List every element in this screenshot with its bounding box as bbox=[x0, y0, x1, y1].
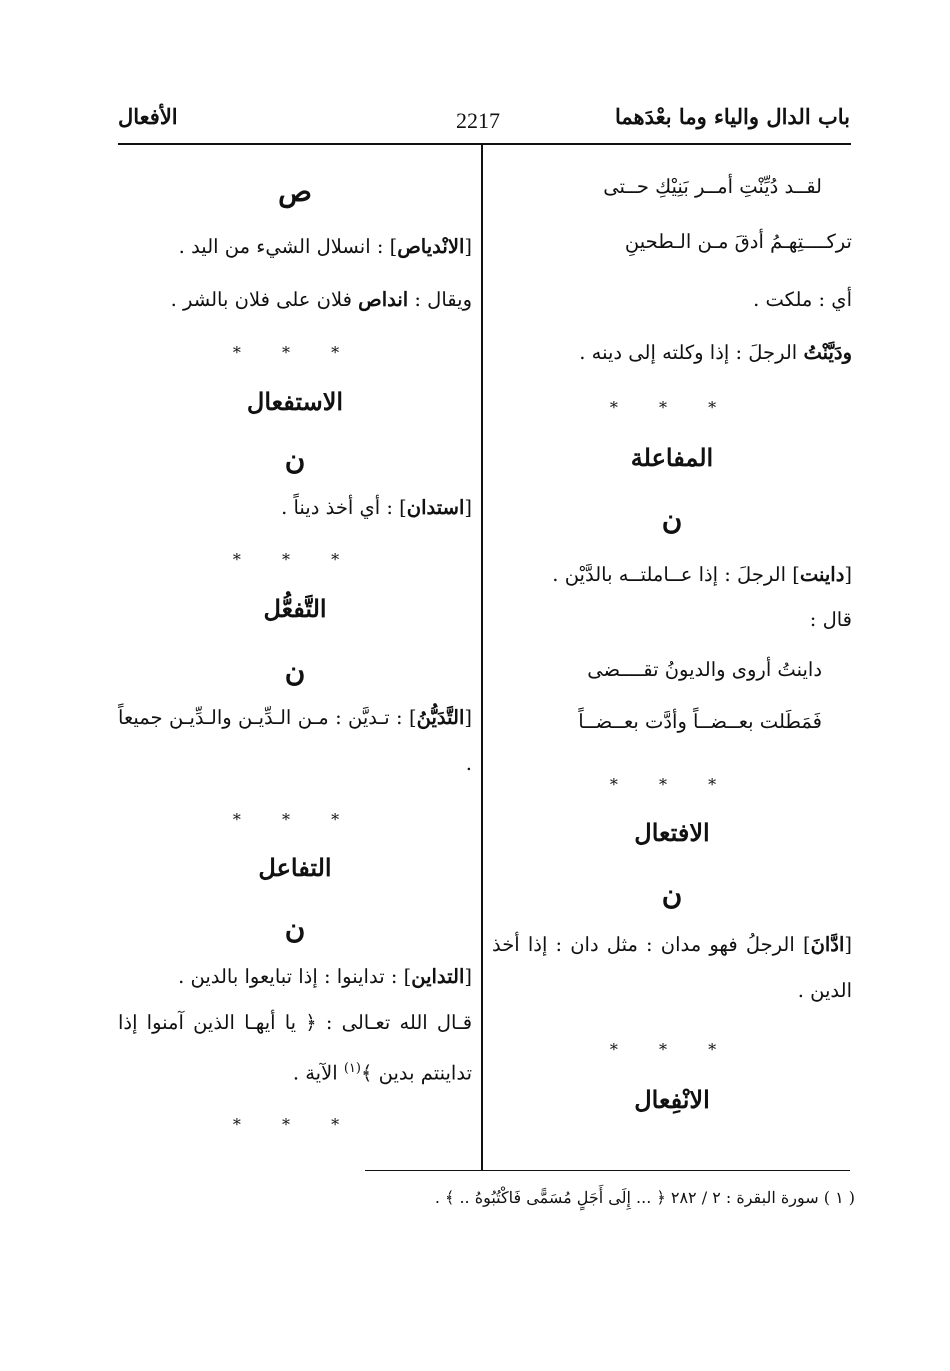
entry-lead: ويقال : bbox=[414, 288, 472, 311]
entry-text: الرجلُ فهو مدان : مثل دان : إذا أخذ الدين . bbox=[492, 933, 852, 1002]
entry: [استدان] : أي أخذ ديناً . bbox=[281, 496, 472, 519]
footnote-ref: (١) bbox=[343, 1061, 361, 1076]
separator-stars: * * * bbox=[232, 343, 358, 362]
entry: [ادَّانَ] الرجلُ فهو مدان : مثل دان : إذا أخذ الدين . bbox=[492, 933, 853, 1002]
entry bbox=[492, 338, 852, 368]
entry: [داينت] الرجلَ : إذا عــاملتــه بالدَّيْن . bbox=[552, 563, 852, 586]
entry-text: الرجلَ : إذا عــاملتــه بالدَّيْن . bbox=[552, 563, 787, 586]
entry-text: : انسلال الشيء من اليد . bbox=[178, 235, 384, 258]
column-divider bbox=[481, 145, 483, 1170]
section-heading: التفاعل bbox=[258, 853, 332, 882]
entry-headword: استدان bbox=[406, 496, 465, 519]
entry-headword: انداص bbox=[358, 288, 409, 311]
root-letter: ص bbox=[278, 175, 312, 208]
chapter-title: باب الدال والياء وما بعْدَهما bbox=[615, 104, 850, 129]
entry-text: الرجلَ : إذا وكلته إلى دينه . bbox=[579, 341, 798, 364]
gloss: أي : ملكت . bbox=[753, 288, 852, 311]
separator-stars: * * * bbox=[609, 775, 735, 794]
entry-text: : تـديَّن : مـن الـدِّيـن والـدِّيـن جميعاً . bbox=[118, 706, 472, 775]
verse-line: فَمَطَلت بعــضــاً وأدَّت بعــضــاً bbox=[578, 710, 822, 733]
separator-stars: * * * bbox=[609, 398, 735, 417]
entry: [الانْدياص] : انسلال الشيء من اليد . bbox=[178, 235, 472, 258]
section-heading: الاستفعال bbox=[246, 387, 344, 416]
section-heading: المفاعلة bbox=[630, 443, 714, 472]
footnote: ( ١ ) سورة البقرة : ٢ / ٢٨٢ ﴿ ... إِلَى أَجَلٍ مُسَمًّى فَاكْتُبُوهُ .. ﴾ . bbox=[434, 1188, 855, 1207]
verse-line: داينتُ أروى والديونُ تقــــضى bbox=[587, 658, 822, 681]
separator-stars: * * * bbox=[232, 810, 358, 829]
quote-text: ﴿ يا أيهـا الذين آمنوا إذا تداينتم بدين ﴾ bbox=[118, 1011, 472, 1085]
entry-headword: ودَيَّنْتُ bbox=[803, 341, 852, 364]
root-letter: ن bbox=[284, 912, 306, 945]
entry-headword: الانْدياص bbox=[397, 235, 465, 258]
entry-headword: ادَّانَ bbox=[810, 933, 845, 956]
section-heading: الافتعال bbox=[634, 818, 710, 847]
page-header bbox=[118, 104, 850, 140]
entry-text: : أي أخذ ديناً . bbox=[281, 496, 393, 519]
root-letter: ن bbox=[661, 878, 683, 911]
section-title: الأفعال bbox=[118, 104, 178, 129]
entry-text: : تداينوا : إذا تبايعوا بالدين . bbox=[178, 965, 398, 988]
entry: [التَّدَيُّنُ] : تـديَّن : مـن الـدِّيـن والـدِّيـن جميعاً . bbox=[118, 706, 473, 775]
page-number: 2217 bbox=[456, 108, 500, 133]
separator-stars: * * * bbox=[232, 1115, 358, 1134]
section-heading: التَّفعُّل bbox=[263, 594, 327, 623]
entry bbox=[118, 285, 472, 315]
entry-headword: داينت bbox=[799, 563, 845, 586]
root-letter: ن bbox=[284, 443, 306, 476]
separator-stars: * * * bbox=[232, 550, 358, 569]
entry-headword: التَّدَيُّنُ bbox=[416, 706, 465, 729]
quote-end: الآية . bbox=[292, 1061, 338, 1085]
section-heading: الانْفِعال bbox=[634, 1085, 710, 1114]
root-letter: ن bbox=[661, 503, 683, 536]
entry-text: فلان على فلان بالشر . bbox=[170, 288, 352, 311]
verse-line: تركــــتِهـمُ أدقَ مـن الـطحينِ bbox=[624, 230, 852, 253]
entry: [التداين] : تداينوا : إذا تبايعوا بالدين . bbox=[178, 965, 472, 988]
verse-line: لقــد دُيِّنْتِ أمــر بَنِيْكِ حــتى bbox=[603, 175, 822, 198]
separator-stars: * * * bbox=[609, 1040, 735, 1059]
entry-headword: التداين bbox=[411, 965, 465, 988]
footnote-rule bbox=[365, 1170, 850, 1171]
quran-quote bbox=[118, 1000, 472, 1097]
root-letter: ن bbox=[284, 655, 306, 688]
header-rule bbox=[118, 143, 851, 145]
quote-intro: قال : bbox=[809, 608, 852, 631]
quote-intro: قـال الله تعـالى : bbox=[325, 1011, 473, 1034]
